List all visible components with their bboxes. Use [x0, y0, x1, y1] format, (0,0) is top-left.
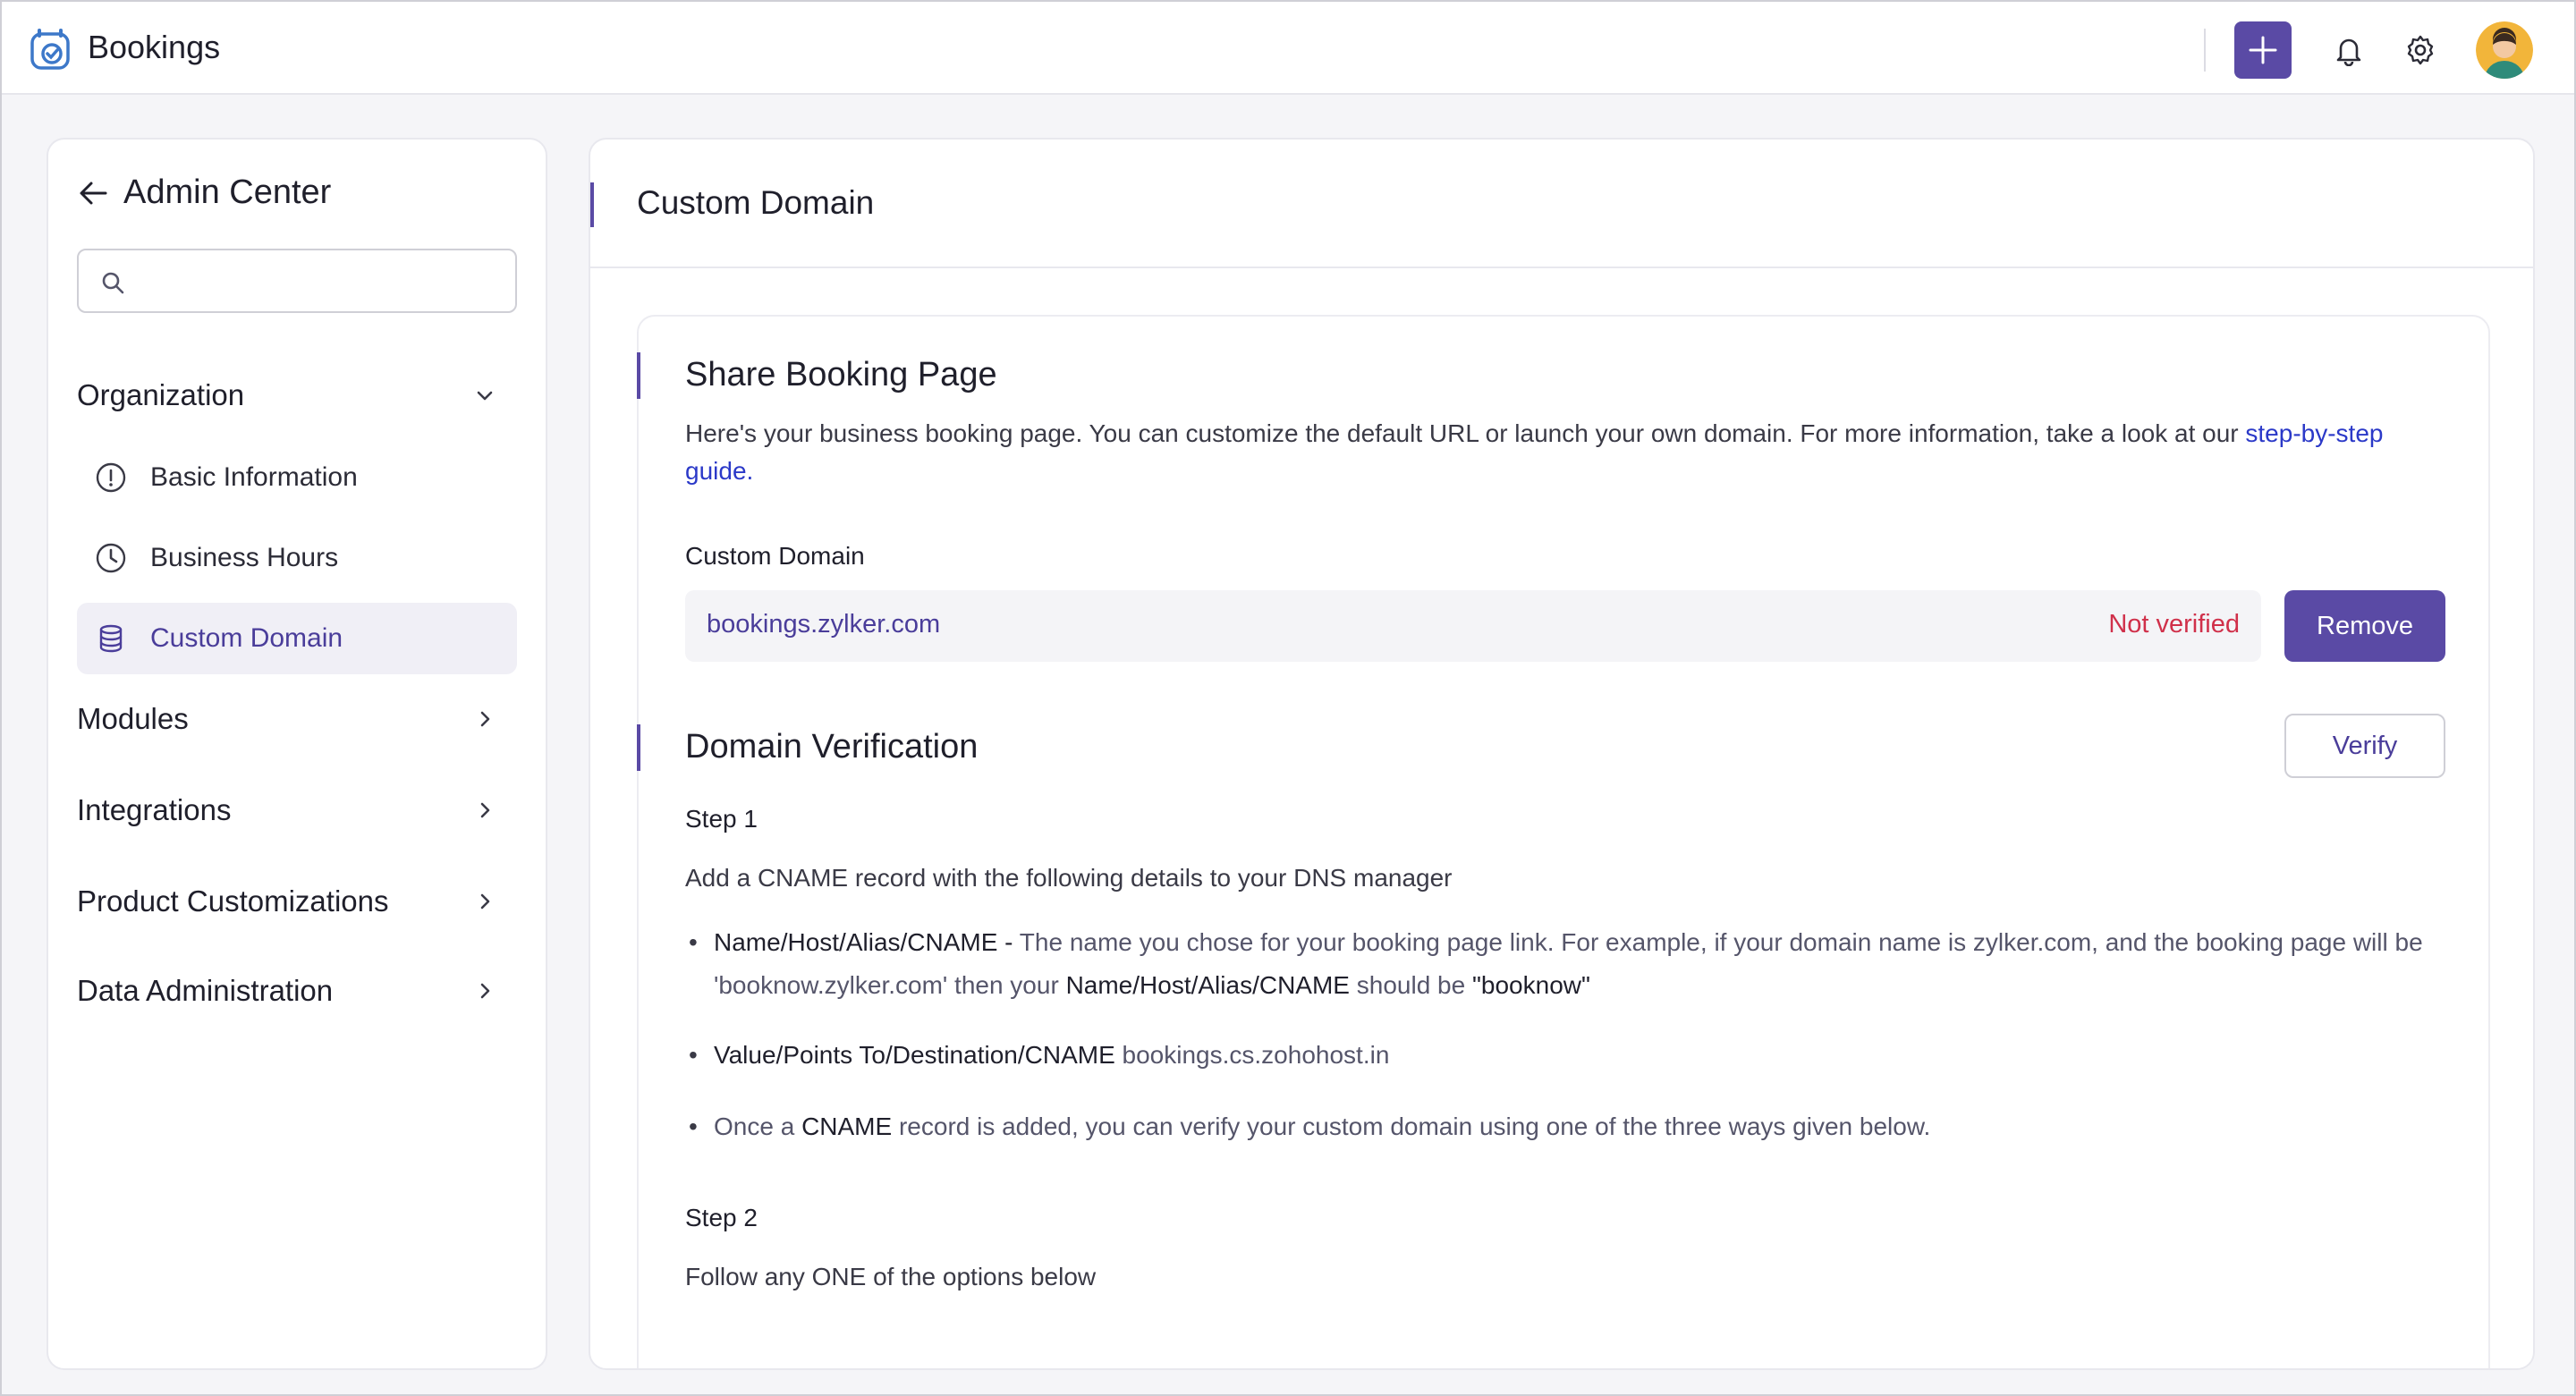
section-label: Modules [77, 702, 189, 735]
page-title: Custom Domain [637, 184, 875, 221]
share-booking-page-title: Share Booking Page [685, 356, 997, 393]
topbar-divider [2204, 29, 2206, 72]
sidebar-item-label: Basic Information [150, 462, 358, 492]
section-accent-bar [637, 724, 640, 771]
description-text: Here's your business booking page. You can customize the default URL or launch your own domain. For more information, take a look at our [685, 419, 2246, 447]
section-label: Integrations [77, 793, 232, 826]
app-title: Bookings [88, 29, 221, 65]
share-description [685, 415, 2438, 490]
step-2-intro: Follow any ONE of the options below [685, 1263, 1097, 1290]
section-label: Product Customizations [77, 884, 389, 918]
bullet-term: Value/Points To/Destination/CNAME [714, 1041, 1115, 1069]
settings-button[interactable] [2399, 29, 2442, 72]
bullet-text: The name you chose for your booking page link. For example, if your domain name is zylker.com, and the booking page will be 'booknow.zylker.com' then your [714, 928, 2423, 999]
bullet-text: record is added, you can verify your custom domain using one of the three ways given below. [898, 1113, 1931, 1140]
arrow-left-icon [75, 175, 111, 211]
custom-domain-field[interactable] [685, 590, 2261, 662]
sidebar-section-data-administration[interactable] [77, 964, 517, 1018]
sidebar-item-business-hours[interactable] [77, 522, 517, 594]
section-accent-bar [637, 352, 640, 399]
bullet-value: "booknow" [1471, 971, 1590, 999]
sidebar-item-label: Business Hours [150, 543, 339, 572]
main-panel [589, 138, 2535, 1370]
plus-icon [2248, 35, 2278, 65]
sidebar-section-modules[interactable] [77, 692, 517, 746]
sidebar-title: Admin Center [123, 173, 332, 211]
domain-value: bookings.zylker.com [707, 610, 941, 639]
bookings-logo-icon[interactable] [27, 25, 77, 75]
section-label: Organization [77, 378, 245, 411]
bullet-term: CNAME [801, 1113, 893, 1140]
user-avatar[interactable] [2476, 21, 2533, 79]
verification-status: Not verified [2108, 610, 2240, 639]
chevron-right-icon [474, 800, 496, 821]
bell-icon [2333, 34, 2365, 66]
sidebar-section-product-customizations[interactable] [77, 875, 517, 928]
bullet-text: Once a [714, 1113, 795, 1140]
custom-domain-label: Custom Domain [685, 542, 865, 570]
sidebar-item-custom-domain[interactable] [77, 603, 517, 674]
bullet-text: should be [1356, 971, 1466, 999]
database-icon [95, 622, 127, 655]
main-header [590, 140, 2533, 268]
chevron-right-icon [474, 891, 496, 912]
domain-verification-title: Domain Verification [685, 728, 979, 766]
gear-icon [2403, 33, 2437, 67]
verify-button[interactable]: Verify [2284, 714, 2445, 778]
sidebar-section-organization[interactable] [77, 368, 517, 422]
search-input[interactable] [136, 259, 503, 302]
top-bar [2, 2, 2574, 95]
add-button[interactable] [2234, 21, 2292, 79]
step-1-intro: Add a CNAME record with the following details to your DNS manager [685, 864, 1453, 892]
step-2-label: Step 2 [685, 1204, 758, 1231]
header-accent-bar [590, 182, 594, 227]
bullet-text: bookings.cs.zohohost.in [1122, 1041, 1390, 1069]
custom-domain-card [637, 315, 2490, 1370]
bullet-value-points-to [685, 1034, 2447, 1077]
sidebar-section-integrations[interactable] [77, 783, 517, 837]
sidebar-item-label: Custom Domain [150, 623, 343, 653]
clock-icon [95, 542, 127, 574]
bullet-term: Name/Host/Alias/CNAME [1065, 971, 1350, 999]
info-icon [95, 461, 127, 494]
chevron-right-icon [474, 980, 496, 1002]
back-to-admin-center[interactable] [75, 173, 331, 212]
bullet-term: Name/Host/Alias/CNAME - [714, 928, 1013, 956]
chevron-down-icon [474, 385, 496, 406]
bullet-once-cname [685, 1105, 2447, 1148]
remove-button[interactable]: Remove [2284, 590, 2445, 662]
section-label: Data Administration [77, 974, 334, 1007]
chevron-right-icon [474, 708, 496, 730]
bullet-name-host [685, 921, 2447, 1007]
step-1-label: Step 1 [685, 805, 758, 833]
sidebar-item-basic-information[interactable] [77, 442, 517, 513]
notifications-button[interactable] [2327, 29, 2370, 72]
admin-sidebar [47, 138, 547, 1370]
step-by-step-guide-link[interactable]: step-by-step guide. [685, 419, 2384, 485]
search-icon [100, 270, 125, 295]
sidebar-search[interactable] [77, 249, 517, 313]
